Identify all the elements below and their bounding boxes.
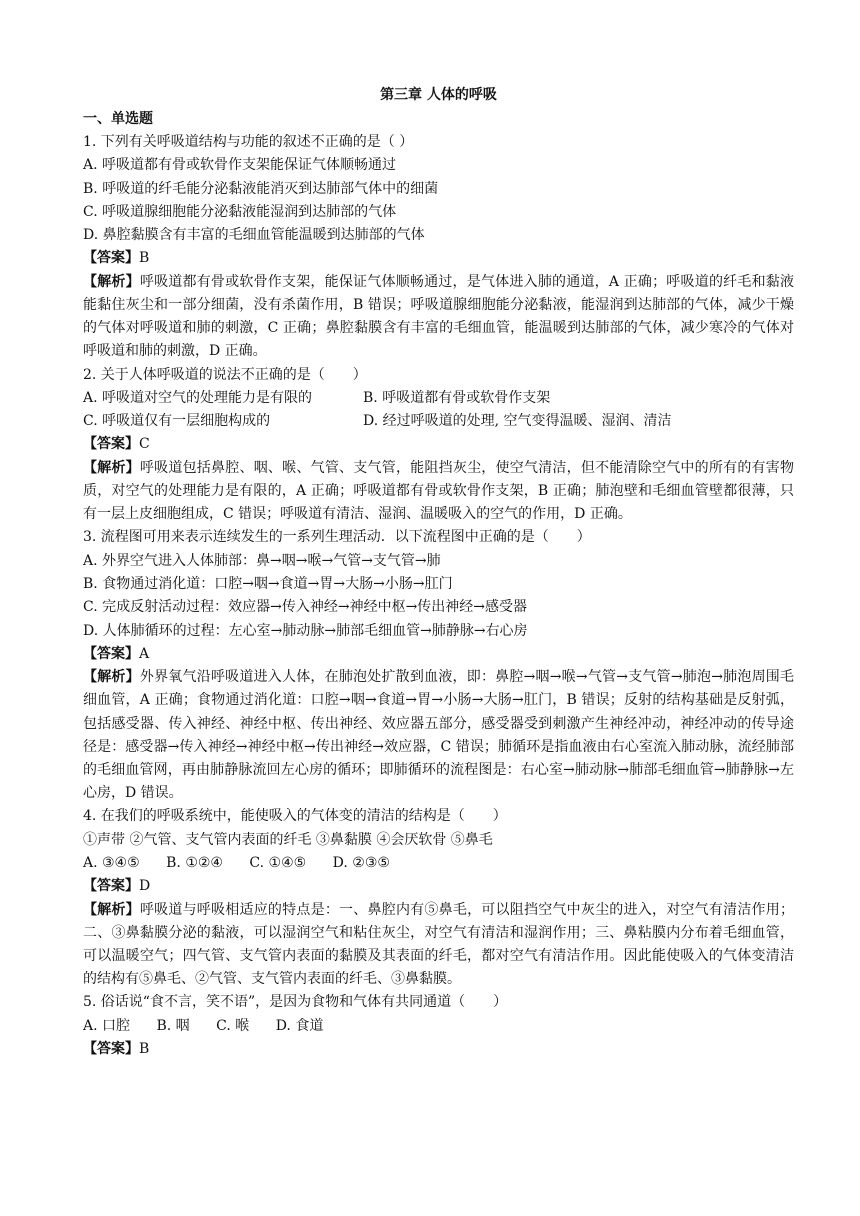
option-row <box>83 410 794 433</box>
answer-value: C <box>139 436 150 453</box>
question-stem: 1. 下列有关呼吸道结构与功能的叙述不正确的是（ ） <box>83 134 414 150</box>
analysis-label: 【解析】 <box>83 273 140 290</box>
analysis <box>83 457 794 527</box>
option-b: B. 呼吸道都有骨或软骨作支架 <box>363 389 551 406</box>
question-3 <box>83 526 794 805</box>
option-c: C. 完成反射活动过程：效应器→传入神经→神经中枢→传出神经→感受器 <box>83 599 528 616</box>
option-c: C. 喉 <box>216 1017 250 1034</box>
option-c: C. 呼吸道仅有一层细胞构成的 <box>83 413 271 430</box>
analysis-text: 呼吸道包括鼻腔、咽、喉、气管、支气管，能阻挡灰尘，使空气清洁，但不能清除空气中的所有的有害物质，对空气的处理能力是有限的，A 正确；呼吸道都有骨或软骨作支架，B 正确；肺泡壁和毛细血管壁都很薄，只有一层上皮细胞组成，C 错误；呼吸道有清洁、湿润、温暖吸入的空气的作用，D 正确。 <box>83 459 795 523</box>
answer-label: 【答案】 <box>83 878 139 895</box>
answer-value: D <box>139 878 151 895</box>
question-5 <box>83 991 794 1061</box>
answer-label: 【答案】 <box>83 1040 139 1057</box>
answer-label: 【答案】 <box>83 250 139 267</box>
answer-line <box>83 1038 794 1061</box>
analysis <box>83 899 794 992</box>
question-items: ①声带 ②气管、支气管内表面的纤毛 ③鼻黏膜 ④会厌软骨 ⑤鼻毛 <box>83 831 493 848</box>
question-4 <box>83 805 794 991</box>
option-a: A. 口腔 <box>83 1017 131 1034</box>
option-b: B. ①②④ <box>166 854 223 871</box>
option-c: C. 呼吸道腺细胞能分泌黏液能湿润到达肺部的气体 <box>83 203 397 220</box>
question-2 <box>83 364 794 527</box>
answer-line <box>83 875 794 898</box>
option-b: B. 咽 <box>156 1017 190 1034</box>
question-stem: 2. 关于人体呼吸道的说法不正确的是（ ） <box>83 366 367 383</box>
question-stem: 3. 流程图可用来表示连续发生的一系列生理活动．以下流程图中正确的是（ ） <box>83 529 591 546</box>
option-row <box>83 387 794 410</box>
analysis-label: 【解析】 <box>83 901 140 918</box>
option-a: A. 呼吸道都有骨或软骨作支架能保证气体顺畅通过 <box>83 157 397 174</box>
analysis <box>83 666 794 805</box>
analysis-label: 【解析】 <box>83 669 140 686</box>
answer-value: B <box>139 1040 150 1057</box>
page-title: 第三章 人体的呼吸 <box>380 87 497 103</box>
option-c: C. ①④⑤ <box>249 854 307 871</box>
option-a: A. 外界空气进入人体肺部：鼻→咽→喉→气管→支气管→肺 <box>83 552 441 569</box>
option-d: D. 鼻腔黏膜含有丰富的毛细血管能温暖到达肺部的气体 <box>83 227 425 244</box>
analysis-label: 【解析】 <box>83 459 140 476</box>
option-b: B. 呼吸道的纤毛能分泌黏液能消灭到达肺部气体中的细菌 <box>83 180 439 197</box>
answer-line <box>83 247 794 270</box>
answer-line <box>83 643 794 666</box>
answer-label: 【答案】 <box>83 436 139 453</box>
option-d: D. 人体肺循环的过程：左心室→肺动脉→肺部毛细血管→肺静脉→右心房 <box>83 622 528 639</box>
option-d: D. ②③⑤ <box>332 854 390 871</box>
answer-line <box>83 433 794 456</box>
question-stem: 5. 俗话说“食不言，笑不语”，是因为食物和气体有共同通道（ ） <box>83 994 508 1011</box>
option-row <box>83 852 794 875</box>
option-b: B. 食物通过消化道：口腔→咽→食道→胃→大肠→小肠→肛门 <box>83 575 453 592</box>
question-1 <box>83 131 794 364</box>
analysis-text: 呼吸道与呼吸相适应的特点是：一、鼻腔内有⑤鼻毛，可以阻挡空气中灰尘的进入，对空气有清洁作用；二、③鼻黏膜分泌的黏液，可以湿润空气和粘住灰尘，对空气有清洁和湿润作用；三、鼻粘膜内分布着毛细血管，可以温暖空气；四气管、支气管内表面的黏膜及其表面的纤毛，都对空气有清洁作用。因此能使吸入的气体变清洁的结构有⑤鼻毛、②气管、支气管内表面的纤毛、③鼻黏膜。 <box>83 901 795 988</box>
option-a: A. 呼吸道对空气的处理能力是有限的 <box>83 389 313 406</box>
option-d: D. 食道 <box>275 1017 324 1034</box>
answer-value: A <box>139 645 150 662</box>
option-a: A. ③④⑤ <box>83 854 140 871</box>
answer-value: B <box>139 250 150 267</box>
option-row <box>83 1015 794 1038</box>
section-heading: 一、单选题 <box>83 110 153 127</box>
answer-label: 【答案】 <box>83 645 139 662</box>
question-stem: 4. 在我们的呼吸系统中，能使吸入的气体变的清洁的结构是（ ） <box>83 808 507 825</box>
analysis <box>83 271 794 364</box>
analysis-text: 外界氧气沿呼吸道进入人体，在肺泡处扩散到血液，即：鼻腔→咽→喉→气管→支气管→肺泡→肺泡周围毛细血管，A 正确；食物通过消化道：口腔→咽→食道→胃→小肠→大肠→肛门，B 错误；反射的结构基础是反射弧，包括感受器、传入神经、神经中枢、传出神经、效应器五部分，感受器受到刺激产生神经冲动，神经冲动的传导途径是：感受器→传入神经→神经中枢→传出神经→效应器，C 错误；肺循环是指血液由右心室流入肺动脉，流经肺部的毛细血管网，再由肺静脉流回左心房的循环；即肺循环的流程图是：右心室→肺动脉→肺部毛细血管→肺静脉→左心房，D 错误。 <box>83 669 795 802</box>
analysis-text: 呼吸道都有骨或软骨作支架，能保证气体顺畅通过，是气体进入肺的通道，A 正确；呼吸道的纤毛和黏液能黏住灰尘和一部分细菌，没有杀菌作用，B 错误；呼吸道腺细胞能分泌黏液，能湿润到达肺部的气体，减少干燥的气体对呼吸道和肺的刺激，C 正确；鼻腔黏膜含有丰富的毛细血管，能温暖到达肺部的气体，减少寒冷的气体对呼吸道和肺的刺激，D 正确。 <box>83 273 795 360</box>
option-d: D. 经过呼吸道的处理, 空气变得温暖、湿润、清洁 <box>363 413 672 430</box>
